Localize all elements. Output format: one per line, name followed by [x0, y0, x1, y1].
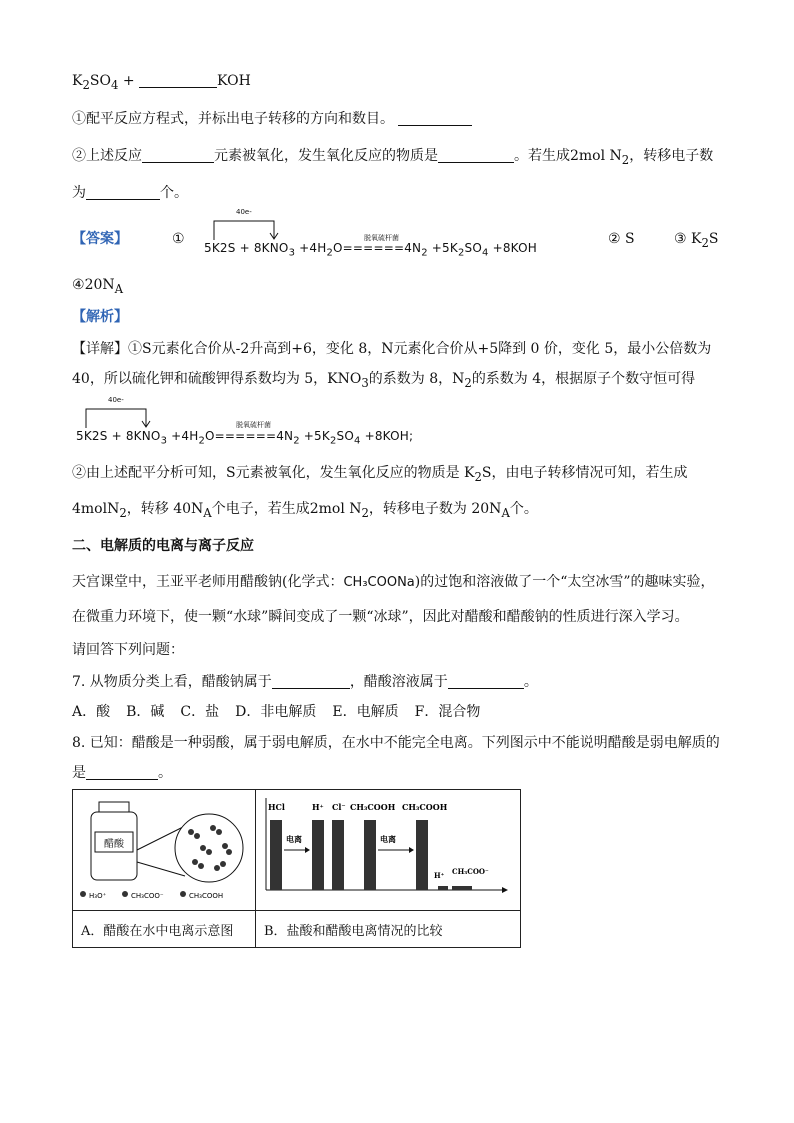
option-b: B．碱: [126, 704, 165, 720]
answer-blank[interactable]: [86, 185, 160, 200]
figure-b-caption: B．盐酸和醋酸电离情况的比较: [256, 911, 521, 948]
bar-h: [312, 820, 324, 890]
bar-small-acetate: [452, 886, 472, 890]
option-c: C．盐: [180, 704, 220, 720]
section-title: 二、电解质的电离与离子反应: [72, 538, 254, 554]
intro-line-3: 请回答下列问题：: [72, 642, 184, 658]
figure-b: [256, 790, 520, 906]
bar-ch3cooh-2: [416, 820, 428, 890]
label-cl: Cl⁻: [332, 802, 346, 812]
question-part-2-cont: 为 个。: [72, 185, 188, 201]
label-ch3cooh-2: CH₃COOH: [402, 802, 448, 812]
answer-blank[interactable]: [139, 73, 217, 88]
question-part-2: ②上述反应 元素被氧化，发生氧化反应的物质是 。若生成2mol $N_2$，转移电子数: [72, 148, 714, 167]
answer-label: 【答案】: [72, 231, 128, 247]
answer-4: $④20N_A$: [72, 277, 124, 296]
bar-ch3cooh-1: [364, 820, 376, 890]
figure-table: [72, 789, 521, 948]
option-f: F．混合物: [414, 704, 481, 720]
question-8-cont: 是 。: [72, 765, 172, 781]
answer-3: ③ $K_2S$: [674, 231, 719, 250]
equation-tail-line: $K_2SO_4$ + KOH: [72, 73, 251, 92]
question-8: 8. 已知：醋酸是一种弱酸，属于弱电解质，在水中不能完全电离。下列图示中不能说明醋酸是弱电解质的: [72, 735, 720, 751]
bar-small-h: [438, 886, 448, 890]
electron-transfer-arrow: [204, 218, 294, 240]
detail-line-3: ②由上述配平分析可知，S元素被氧化，发生氧化反应的物质是 $K_2S$，由电子转移情况可知，若生成: [72, 465, 688, 484]
label-hcl: HCl: [268, 802, 285, 812]
detail-line-4: 4molN$_2$，转移 $40N_A$个电子，若生成2mol $N_2$，转移电子数为 $20N_A$个。: [72, 501, 538, 520]
answer-2: ② S: [608, 231, 635, 247]
catalyst-label: 脱氧硫杆菌: [364, 234, 399, 242]
option-a: A．酸: [72, 704, 111, 720]
intro-line-2: 在微重力环境下，使一颗“水球”瞬间变成了一颗“冰球”，因此对醋酸和醋酸钠的性质进行深入学习。: [72, 609, 689, 625]
intro-line-1: 天宫课堂中，王亚平老师用醋酸钠(化学式：CH₃COONa)的过饱和溶液做了一个“太空冰雪”的趣味实验，: [72, 574, 715, 590]
electron-label: 40e-: [108, 396, 124, 404]
equation-text: $5K2S + 8KNO_3 +4H_2O======4N_2 +5K_2SO_4 +8KOH$: [204, 241, 537, 259]
equation-answer: [204, 208, 584, 260]
option-e: E．电解质: [332, 704, 399, 720]
bar-cl: [332, 820, 344, 890]
equation-text: $5K2S + 8KNO_3 +4H_2O======4N_2 +5K_2SO_4 +8KOH$;: [76, 429, 414, 447]
catalyst-label: 脱氧硫杆菌: [236, 421, 271, 429]
question-7: 7. 从物质分类上看，醋酸钠属于 ，醋酸溶液属于 。: [72, 674, 538, 690]
electron-label: 40e-: [236, 208, 252, 216]
label-h: H⁺: [312, 802, 324, 812]
question-7-options: [72, 703, 480, 721]
answer-blank[interactable]: [272, 674, 350, 689]
electron-transfer-arrow: [76, 406, 166, 428]
answer-blank[interactable]: [142, 148, 214, 163]
answer-blank[interactable]: [86, 765, 158, 780]
arrow-label-2: 电离: [380, 835, 396, 844]
bottle-label: 醋酸: [104, 839, 124, 850]
legend-acetic-acid: CH₃COOH: [189, 892, 224, 900]
label-ch3cooh-1: CH₃COOH: [350, 802, 396, 812]
figure-a: [73, 790, 255, 906]
legend-acetate: CH₃COO⁻: [131, 892, 164, 900]
figure-a-cell: [73, 790, 256, 911]
equation-detail: [76, 396, 456, 448]
analysis-label: 【解析】: [72, 309, 128, 325]
question-part-1: ①配平反应方程式，并标出电子转移的方向和数目。: [72, 110, 472, 128]
figure-b-cell: [256, 790, 521, 911]
detail-line-2: 40，所以硫化钾和硫酸钾得系数均为 5，$KNO_3$的系数为 8，$N_2$的系数为 4，根据原子个数守恒可得: [72, 371, 696, 390]
bar-hcl: [270, 820, 282, 890]
answer-blank[interactable]: [398, 111, 472, 126]
small-label-h: H⁺: [434, 871, 445, 880]
answer-blank[interactable]: [448, 674, 524, 689]
answer-line: [72, 230, 128, 248]
arrow-label-1: 电离: [286, 835, 302, 844]
small-label-acetate: CH₃COO⁻: [452, 867, 489, 876]
answer-num-1: ①: [172, 231, 185, 247]
option-d: D．非电解质: [235, 704, 317, 720]
detail-line-1: 【详解】①S元素化合价从-2升高到+6，变化 8，N元素化合价从+5降到 0 价，变化 5，最小公倍数为: [72, 341, 712, 357]
answer-blank[interactable]: [438, 148, 514, 163]
figure-a-caption: A．醋酸在水中电离示意图: [73, 911, 256, 948]
legend-h3o: H₃O⁺: [89, 892, 107, 900]
